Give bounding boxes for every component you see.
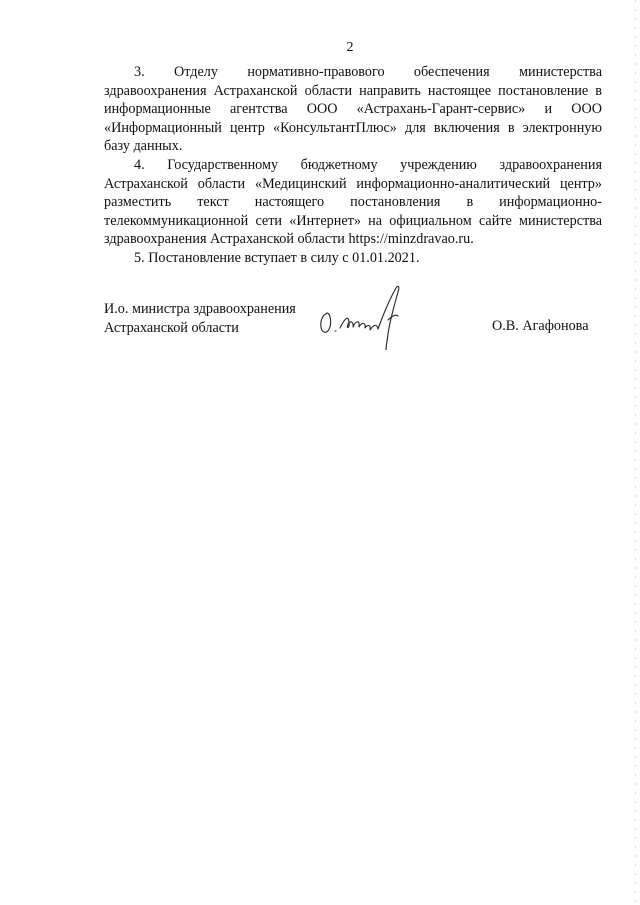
signatory-position-line2: Астраханской области [104, 319, 239, 336]
paragraph-5: 5. Постановление вступает в силу с 01.01.2021. [134, 249, 420, 266]
signatory-position-line1: И.о. министра здравоохранения [104, 301, 296, 317]
signatory-name: О.В. Агафонова [492, 318, 589, 334]
page-number: 2 [346, 40, 354, 55]
document-body [104, 63, 602, 268]
paragraph-4: 4. Государственному бюджетному учреждению здравоохранения Астраханской области «Медицинский информационно-аналитический центр» разместить текст настоящего постановления в информационно-телекоммуникационной сети «Интернет» на официальном сайте министерства здравоохранения Астраханской области https://minzdravao.ru. [104, 156, 602, 248]
scan-edge-artifact [635, 0, 636, 905]
paragraph-3: 3. Отделу нормативно-правового обеспечения министерства здравоохранения Астраханской области направить настоящее постановление в информационные агентства ООО «Астрахань-Гарант-сервис» и ООО «Информационный центр «КонсультантПлюс» для включения в электронную базу данных. [104, 64, 602, 155]
signatory-position [104, 300, 296, 337]
handwritten-signature [316, 280, 416, 350]
